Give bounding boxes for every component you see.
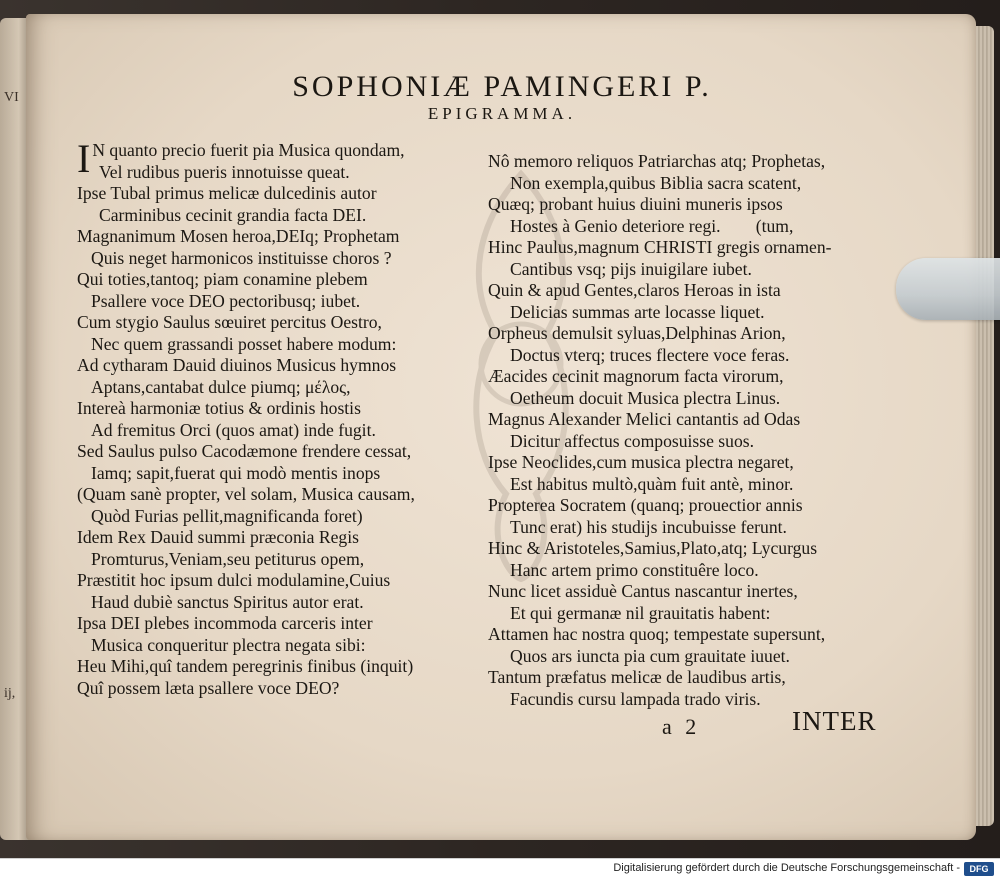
footer-credit: Digitalisierung gefördert durch die Deutsche Forschungsgemeinschaft -	[613, 862, 960, 874]
poem-line: Quis neget harmonicos instituisse choros ?	[91, 247, 392, 268]
poem-line: Quin & apud Gentes,claros Heroas in ista	[488, 280, 781, 300]
catchword: INTER	[792, 706, 877, 736]
page-title: SOPHONIÆ PAMINGERI P.	[292, 70, 712, 103]
bookmark-strip	[896, 258, 1000, 320]
page-subtitle: EPIGRAMMA.	[427, 104, 577, 123]
poem-line: Dicitur affectus composuisse suos.	[510, 430, 754, 451]
drop-capital: I	[77, 136, 91, 181]
poem-line: Vel rudibus pueris innotuisse queat.	[99, 161, 350, 182]
poem-line: Haud dubiè sanctus Spiritus autor erat.	[91, 591, 364, 612]
poem-line: Tantum præfatus melicæ de laudibus artis,	[488, 667, 786, 687]
poem-line: N quanto precio fuerit pia Musica quondam,	[92, 140, 405, 160]
poem-line: Nunc licet assiduè Cantus nascantur inertes,	[488, 581, 798, 601]
poem-line: Aptans,cantabat dulce piumq; μέλος,	[91, 376, 351, 397]
poem-line: Musica conqueritur plectra negata sibi:	[91, 634, 366, 655]
signature-mark: a 2	[662, 714, 701, 739]
poem-line: (Quam sanè propter, vel solam, Musica causam,	[77, 484, 415, 504]
poem-line: Nec quem grassandi posset habere modum:	[91, 333, 397, 354]
previous-page-fragment: VI	[4, 90, 19, 105]
poem-line: Carminibus cecinit grandia facta DEI.	[99, 204, 367, 225]
poem-line: Doctus vterq; truces flectere voce feras.	[510, 344, 790, 365]
poem-line: Hinc Paulus,magnum CHRISTI gregis ornamen-	[488, 237, 832, 257]
poem-line: Propterea Socratem (quanq; prouectior annis	[488, 495, 803, 515]
poem-left-column	[77, 136, 467, 699]
poem-line: Ipse Neoclides,cum musica plectra negaret,	[488, 452, 794, 472]
poem-line: Idem Rex Dauid summi præconia Regis	[77, 527, 359, 547]
poem-line: Quæq; probant huius diuini muneris ipsos	[488, 194, 783, 214]
poem-line: Ad fremitus Orci (quos amat) inde fugit.	[91, 419, 376, 440]
poem-line: Ad cytharam Dauid diuinos Musicus hymnos	[77, 355, 397, 375]
poem-line: Sed Saulus pulso Cacodæmone frendere cessat,	[77, 441, 412, 461]
dfg-logo: DFG	[964, 862, 994, 876]
poem-line: Quî possem læta psallere voce DEO?	[77, 677, 340, 698]
poem-right-column	[488, 151, 908, 710]
poem-line: Delicias summas arte locasse liquet.	[510, 301, 765, 322]
poem-line: Ipsa DEI plebes incommoda carceris inter	[77, 613, 373, 633]
poem-line: Magnanimum Mosen heroa,DEIq; Prophetam	[77, 226, 400, 246]
poem-line: Quos ars iuncta pia cum grauitate iuuet.	[510, 645, 790, 666]
poem-line: Non exempla,quibus Biblia sacra scatent,	[510, 172, 802, 193]
digitization-footer	[0, 858, 1000, 878]
poem-line: Psallere voce DEO pectoribusq; iubet.	[91, 290, 361, 311]
book-page	[26, 14, 976, 840]
poem-line: Ipse Tubal primus melicæ dulcedinis autor	[77, 183, 377, 203]
poem-line: Hanc artem primo constituêre loco.	[510, 559, 759, 580]
poem-line: Intereà harmoniæ totius & ordinis hostis	[77, 398, 361, 418]
poem-line: Æacides cecinit magnorum facta virorum,	[488, 366, 784, 386]
poem-line: Tunc erat) his studijs incubuisse ferunt.	[510, 516, 787, 537]
poem-line: Et qui germanæ nil grauitatis habent:	[510, 602, 771, 623]
poem-line: Hostes à Genio deteriore regi. (tum,	[510, 215, 794, 236]
poem-line: Oetheum docuit Musica plectra Linus.	[510, 387, 781, 408]
previous-page-fragment: ij,	[4, 686, 16, 701]
poem-line: Hinc & Aristoteles,Samius,Plato,atq; Lycurgus	[488, 538, 818, 558]
poem-line: Iamq; sapit,fuerat qui modò mentis inops	[91, 462, 381, 483]
poem-line: Quòd Furias pellit,magnificanda foret)	[91, 505, 363, 526]
poem-line: Est habitus multò,quàm fuit antè, minor.	[510, 473, 794, 494]
poem-line: Promturus,Veniam,seu petiturus opem,	[91, 548, 365, 569]
poem-line: Qui toties,tantoq; piam conamine plebem	[77, 269, 368, 289]
poem-line: Cantibus vsq; pijs inuigilare iubet.	[510, 258, 752, 279]
poem-line: Nô memoro reliquos Patriarchas atq; Prophetas,	[488, 151, 826, 171]
poem-line: Heu Mihi,quî tandem peregrinis finibus (inquit)	[77, 656, 414, 676]
poem-line: Præstitit hoc ipsum dulci modulamine,Cuius	[77, 570, 391, 590]
poem-line: Facundis cursu lampada trado viris.	[510, 688, 761, 709]
poem-line: Cum stygio Saulus sœuiret percitus Oestro,	[77, 312, 382, 332]
poem-line: Attamen hac nostra quoq; tempestate supersunt,	[488, 624, 826, 644]
poem-line: Orpheus demulsit syluas,Delphinas Arion,	[488, 323, 786, 343]
poem-line: Magnus Alexander Melici cantantis ad Odas	[488, 409, 801, 429]
